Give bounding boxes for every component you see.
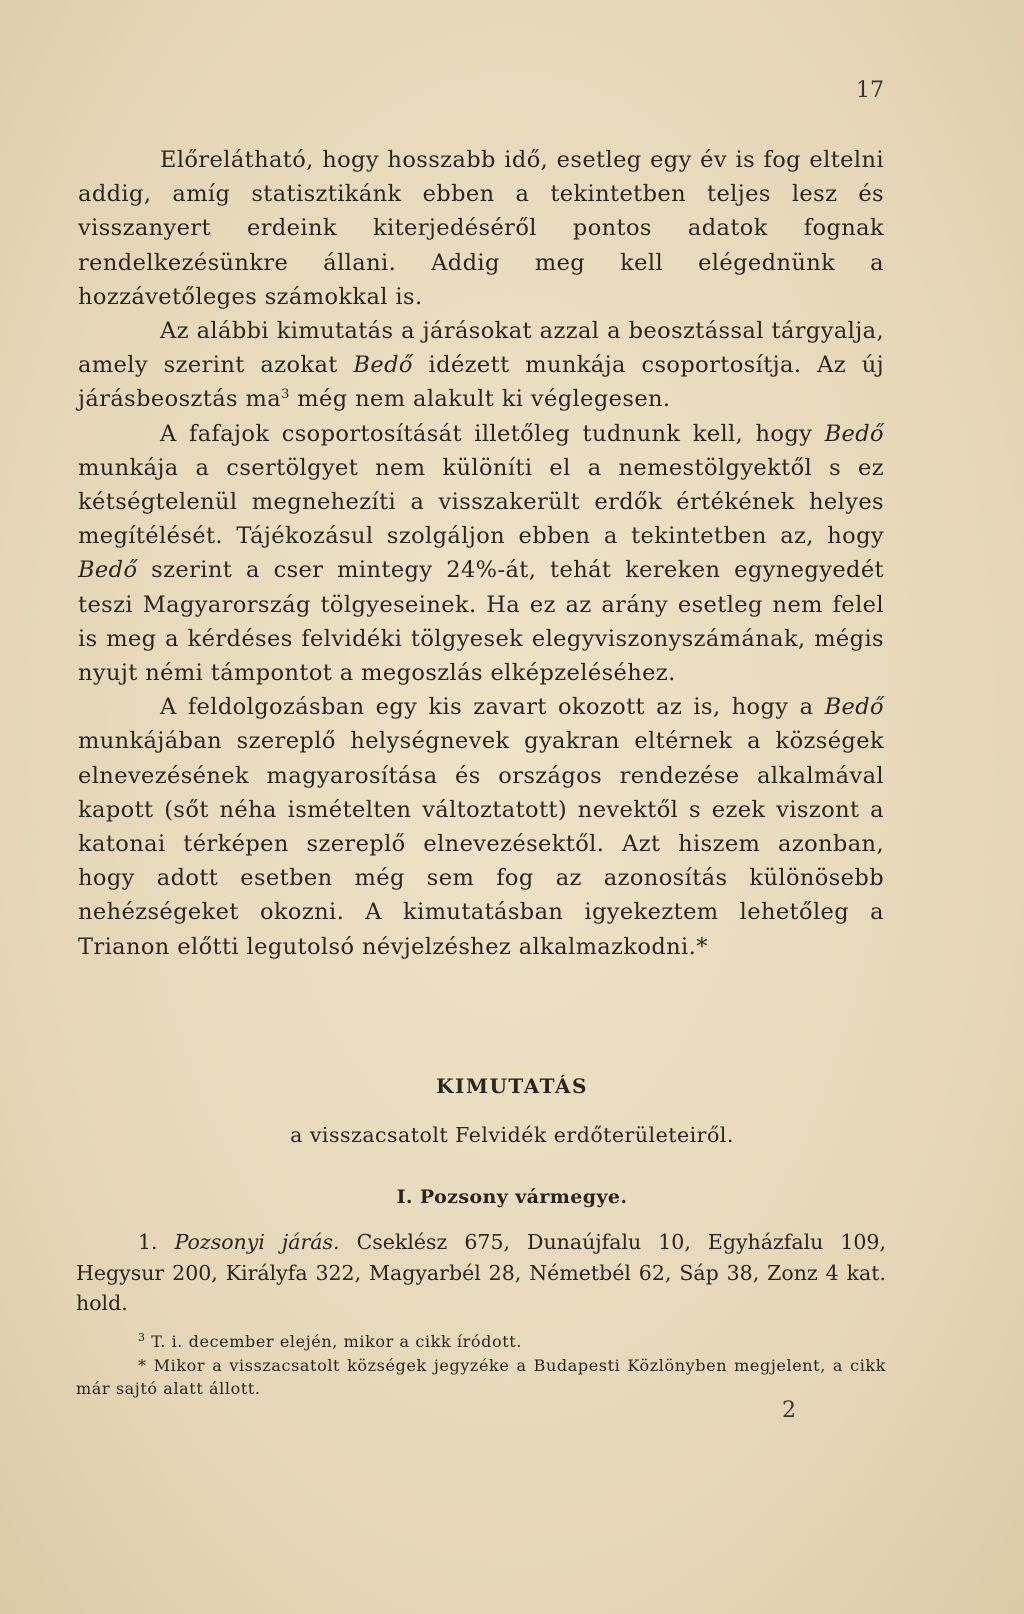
paragraph-1: Előrelátható, hogy hosszabb idő, esetleg egy év is fog eltelni addig, amíg statisztikánk ebben a tekintetben teljes lesz és visszanyert erdeink kiterjedéséről pontos adatok fognak rendelkezésünkre állani. Addig meg kell elégednünk a hozzávetőleges számokkal is. (78, 147, 884, 310)
entry-text: Cseklész 675, Dunaújfalu 10, Egyházfalu 109, Hegysur 200, Királyfa 322, Magyarbél 28, Németbél 62, Sáp 38, Zonz 4 kat. hold. (76, 1230, 886, 1315)
footnote-ref: 3 (281, 387, 290, 403)
footnote-2: * Mikor a visszacsatolt községek jegyzéke a Budapesti Közlönyben megjelent, a cikk már sajtó alatt állott. (76, 1355, 886, 1398)
paragraph-3: A fafajok csoportosítását illetőleg tudnunk kell, hogy Bedő munkája a csertölgyet nem különíti el a nemestölgyektől s ez kétségtelenül megnehezíti a visszakerült erdők értékének helyes megítélését. Tájékozásul szolgáljon ebben a tekintetben az, hogy Bedő szerint a cser mintegy 24%-át, tehát kereken egynegyedét teszi Magyarország tölgyeseinek. Ha ez az arány esetleg nem felel is meg a kérdéses felvidéki tölgyesek elegyviszonyszámának, mégis nyujt némi támpontot a megoszlás elképzeléséhez. (78, 420, 884, 687)
footnotes (76, 1330, 886, 1401)
author-name: Bedő (353, 352, 413, 379)
author-name: Bedő (824, 420, 884, 447)
footnote-mark: * (138, 1355, 147, 1375)
district-entry (76, 1227, 886, 1319)
footnote-1: $^3$ T. i. december elején, mikor a cikk íródott. (138, 1331, 522, 1351)
signature-mark: 2 (782, 1398, 796, 1423)
district-name: Pozsonyi járás. (174, 1230, 340, 1254)
paragraph-2: Az alábbi kimutatás a járásokat azzal a beosztással tárgyalja, amely szerint azokat Bedő idézett munkája csoportosítja. Az új járásbeosztás $ma^3$ még nem alakult ki véglegesen. (78, 318, 884, 413)
section-subtitle: a visszacsatolt Felvidék erdőterületeiről. (290, 1123, 734, 1147)
page-number: 17 (856, 78, 884, 103)
body-text (78, 143, 884, 964)
section-title: KIMUTATÁS (436, 1074, 588, 1098)
footnote-mark: 3 (138, 1331, 146, 1344)
county-heading: I. Pozsony vármegye. (396, 1186, 628, 1208)
paragraph-4: A feldolgozásban egy kis zavart okozott az is, hogy a Bedő munkájában szereplő helységnevek gyakran eltérnek a községek elnevezésének magyarosítása és országos rendezése alkalmával kapott (sőt néha ismételten változtatott) nevektől s ezek viszont a katonai térképen szereplő elnevezésektől. Azt hiszem azonban, hogy adott esetben még sem fog az azonosítás különösebb nehézségeket okozni. A kimutatásban igyekeztem lehetőleg a Trianon előtti legutolsó névjelzéshez alkalmazkodni.* (78, 694, 884, 960)
entry-number: 1. (138, 1230, 158, 1254)
author-name: Bedő (78, 557, 138, 584)
author-name: Bedő (824, 694, 884, 721)
